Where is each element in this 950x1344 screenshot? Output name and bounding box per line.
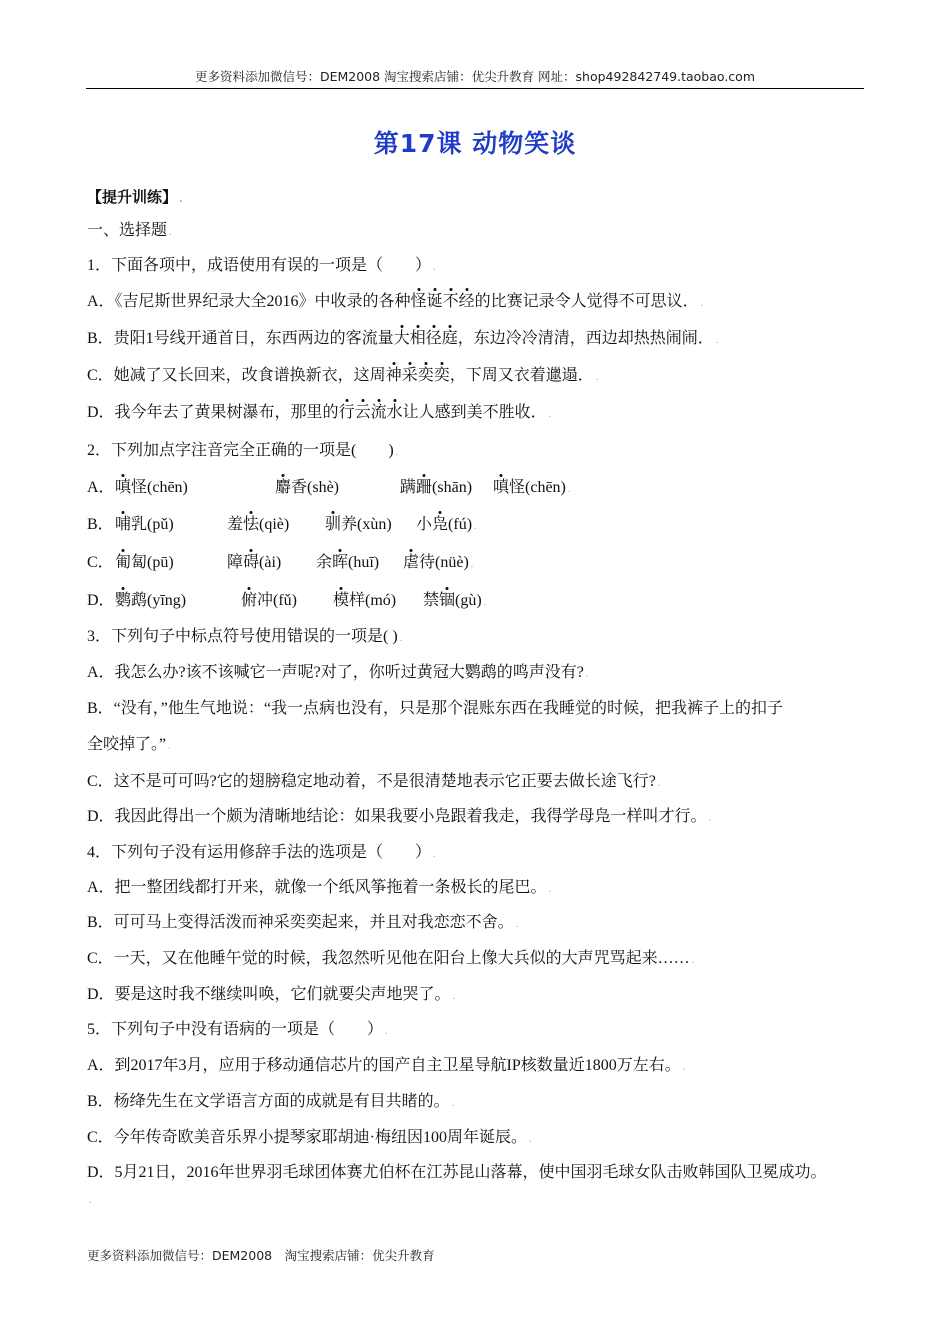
question-5-option-b: B．杨绛先生在文学语言方面的成就是有目共睹的。 . xyxy=(87,1093,455,1110)
question-5-option-a: A．到2017年3月，应用于移动通信芯片的国产自主卫星导航IP核数量近1800万左右。 . xyxy=(87,1057,686,1074)
question-1-option-b: B．贵阳1号线开通首日，东西两边的客流量大相径庭，东边冷冷清清，西边却热热闹闹． . xyxy=(87,328,718,352)
question-3-stem: 3．下列句子中标点符号使用错误的一项是( ) . xyxy=(87,628,403,645)
question-3-option-d: D．我因此得出一个颇为清晰地结论：如果我要小凫跟着我走，我得学母凫一样叫才行。 . xyxy=(87,808,712,825)
question-2-stem: 2．下列加点字注音完全正确的一项是( ) . xyxy=(87,442,399,459)
question-3-option-b: B．“没有，”他生气地说：“我一点病也没有，只是那个混账东西在我睡觉的时候，把我裤子上的扣子 xyxy=(87,700,783,717)
question-3-option-c: C．这不是可可吗?它的翅膀稳定地动着，不是很清楚地表示它正要去做长途飞行? . xyxy=(87,773,661,790)
question-1-option-d: D．我今年去了黄果树瀑布，那里的行云流水让人感到美不胜收． . xyxy=(87,402,551,426)
question-3-option-a: A．我怎么办?该不该喊它一声呢?对了，你听过黄冠大鹦鹉的鸣声没有? . xyxy=(87,664,589,681)
question-4-option-d: D．要是这时我不继续叫唤，它们就要尖声地哭了。 . xyxy=(87,986,456,1003)
question-5-stem: 5．下列句子中没有语病的一项是（ ） . xyxy=(87,1021,388,1038)
page-header: 更多资料添加微信号：DEM2008 淘宝搜索店铺：优尖升教育 网址：shop492842749.taobao.com xyxy=(86,66,864,89)
question-1-stem: 1．下面各项中，成语使用有误的一项是（ ） . xyxy=(87,257,436,274)
question-4-option-c: C．一天，又在他睡午觉的时候，我忽然听见他在阳台上像大兵似的大声咒骂起来…… . xyxy=(87,950,695,967)
question-3-option-b-cont: 全咬掉了。” . xyxy=(87,736,171,753)
question-4-option-a: A．把一整团线都打开来，就像一个纸风筝拖着一条极长的尾巴。 . xyxy=(87,879,552,896)
paragraph-mark: . xyxy=(89,1195,92,1206)
part-heading: 一、选择题 . xyxy=(87,222,172,239)
question-5-option-c: C．今年传奇欧美音乐界小提琴家耶胡迪·梅纽因100周年诞辰。 . xyxy=(87,1129,532,1146)
section-heading: 【提升训练】 . xyxy=(87,188,183,206)
page-footer: 更多资料添加微信号：DEM2008 淘宝搜索店铺：优尖升教育 xyxy=(87,1248,435,1263)
question-2-option-b: B． 哺乳(pǔ) 羞怯(qiè) 驯养(xùn) 小凫(fú) . xyxy=(87,514,114,536)
question-1-option-a: A．《吉尼斯世界纪录大全2016》中收录的各种怪诞不经的比赛记录令人觉得不可思议． . xyxy=(87,291,703,315)
question-4-option-b: B．可可马上变得活泼而神采奕奕起来，并且对我恋恋不舍。 . xyxy=(87,914,519,931)
question-5-option-d: D．5月21日，2016年世界羽毛球团体赛尤伯杯在江苏昆山落幕，使中国羽毛球女队击败韩国队卫冕成功。 xyxy=(87,1164,827,1181)
question-4-stem: 4．下列句子没有运用修辞手法的选项是（ ） . xyxy=(87,844,436,861)
question-1-option-c: C．她减了又长回来，改食谱换新衣，这周神采奕奕，下周又衣着邋遢． . xyxy=(87,365,598,389)
question-2-option-d: D． 鹦鹉(yīng) 俯冲(fǔ) 模样(mó) 禁锢(gù) . xyxy=(87,590,115,612)
question-2-option-c: C． 匍匐(pū) 障碍(ài) 余晖(huī) 虐待(nüè) . xyxy=(87,552,114,574)
page-title: 第17课 动物笑谈 xyxy=(373,129,577,158)
question-2-option-a: A． 嗔怪(chēn) 麝香(shè) 蹒跚(shān) 嗔怪(chēn) . xyxy=(87,477,115,499)
